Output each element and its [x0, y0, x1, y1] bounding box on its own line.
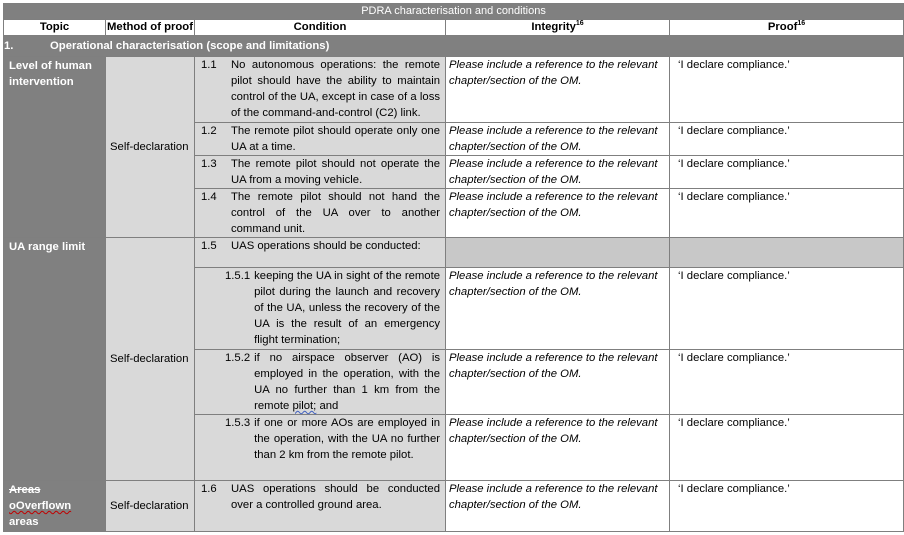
condition-cell [195, 481, 446, 532]
col-header-method: Method of proof [106, 20, 195, 36]
condition-cell [195, 350, 446, 415]
section-row [4, 36, 904, 57]
integrity-cell: Please include a reference to the relevant chapter/section of the OM. [446, 350, 670, 415]
condition-text [250, 350, 440, 414]
condition-text: UAS operations should be conducted: [231, 240, 421, 252]
condition-number: 1.4 [201, 191, 217, 203]
topic-cell: UA range limit [4, 238, 106, 481]
condition-cell [195, 268, 446, 350]
condition-cell [195, 415, 446, 481]
method-cell: Self-declaration [106, 57, 195, 238]
proof-cell: ‘I declare compliance.’ [670, 57, 904, 123]
topic-cell [4, 481, 106, 532]
column-header-row [4, 20, 904, 36]
section-title: Operational characterisation (scope and limitations) [50, 40, 330, 52]
table-row [4, 238, 904, 268]
topic-text: areas [9, 516, 39, 528]
integrity-cell: Please include a reference to the relevant chapter/section of the OM. [446, 123, 670, 156]
col-header-topic: Topic [4, 20, 106, 36]
integrity-cell: Please include a reference to the relevant chapter/section of the OM. [446, 189, 670, 238]
proof-cell: ‘I declare compliance.’ [670, 350, 904, 415]
col-header-condition: Condition [195, 20, 446, 36]
footnote-ref: 16 [575, 20, 584, 28]
proof-cell: ‘I declare compliance.’ [670, 481, 904, 532]
condition-number: 1.3 [201, 158, 217, 170]
col-header-proof-label: Proof [767, 21, 798, 33]
table-row [4, 481, 904, 532]
pdra-table [3, 3, 904, 532]
condition-cell [195, 123, 446, 156]
condition-number: 1.5 [201, 240, 217, 252]
method-cell: Self-declaration [106, 238, 195, 481]
condition-text: No autonomous operations: the remote pilot should have the ability to maintain control of the UA, except in case of a loss of the command-and-control (C2) link. [231, 59, 440, 119]
condition-number: 1.6 [201, 483, 217, 495]
condition-number: 1.5.3 [225, 417, 251, 429]
topic-text: oOverflown [9, 500, 72, 512]
col-header-integrity-label: Integrity [531, 21, 576, 33]
condition-cell [195, 238, 446, 268]
integrity-cell-empty [446, 238, 670, 268]
proof-cell-empty [670, 238, 904, 268]
table-title-row [4, 4, 904, 20]
condition-cell [195, 57, 446, 123]
topic-cell: Level of human intervention [4, 57, 106, 238]
integrity-cell: Please include a reference to the relevant chapter/section of the OM. [446, 57, 670, 123]
condition-text: UAS operations should be conducted over a controlled ground area. [231, 483, 440, 511]
method-cell: Self-declaration [106, 481, 195, 532]
condition-text: keeping the UA in sight of the remote pilot during the launch and recovery of the UA, unless the recovery of the UA is the result of an emergency flight termination; [254, 270, 440, 346]
proof-cell: ‘I declare compliance.’ [670, 415, 904, 481]
proof-cell: ‘I declare compliance.’ [670, 123, 904, 156]
condition-text: The remote pilot should not operate the UA from a moving vehicle. [231, 158, 440, 186]
condition-number: 1.1 [201, 59, 217, 71]
section-number: 1. [4, 40, 14, 52]
topic-struck-text: Areas [9, 484, 41, 496]
section-heading [4, 36, 904, 57]
condition-text: if one or more AOs are employed in the operation, with the UA no further than 2 km from the remote pilot. [254, 417, 440, 461]
proof-cell: ‘I declare compliance.’ [670, 156, 904, 189]
condition-text: The remote pilot should operate only one UA at a time. [231, 125, 440, 153]
condition-number: 1.2 [201, 125, 217, 137]
condition-text: The remote pilot should not hand the control of the UA over to another command unit. [231, 191, 440, 235]
condition-number: 1.5.2 [225, 352, 251, 364]
col-header-proof [670, 20, 904, 36]
condition-text-part: and [316, 400, 339, 412]
integrity-cell: Please include a reference to the relevant chapter/section of the OM. [446, 268, 670, 350]
col-header-integrity [446, 20, 670, 36]
integrity-cell: Please include a reference to the relevant chapter/section of the OM. [446, 156, 670, 189]
condition-text-part: if no airspace observer (AO) is employed in the operation, with the UA no further than 1 km from the remote [254, 352, 440, 412]
proof-cell: ‘I declare compliance.’ [670, 268, 904, 350]
integrity-cell: Please include a reference to the relevant chapter/section of the OM. [446, 481, 670, 532]
proof-cell: ‘I declare compliance.’ [670, 189, 904, 238]
table-row [4, 57, 904, 123]
footnote-ref: 16 [797, 20, 806, 28]
condition-text-part: pilot; [292, 400, 317, 412]
integrity-cell: Please include a reference to the relevant chapter/section of the OM. [446, 415, 670, 481]
condition-cell [195, 156, 446, 189]
condition-number: 1.5.1 [225, 270, 251, 282]
table-title: PDRA characterisation and conditions [4, 4, 904, 20]
condition-cell [195, 189, 446, 238]
